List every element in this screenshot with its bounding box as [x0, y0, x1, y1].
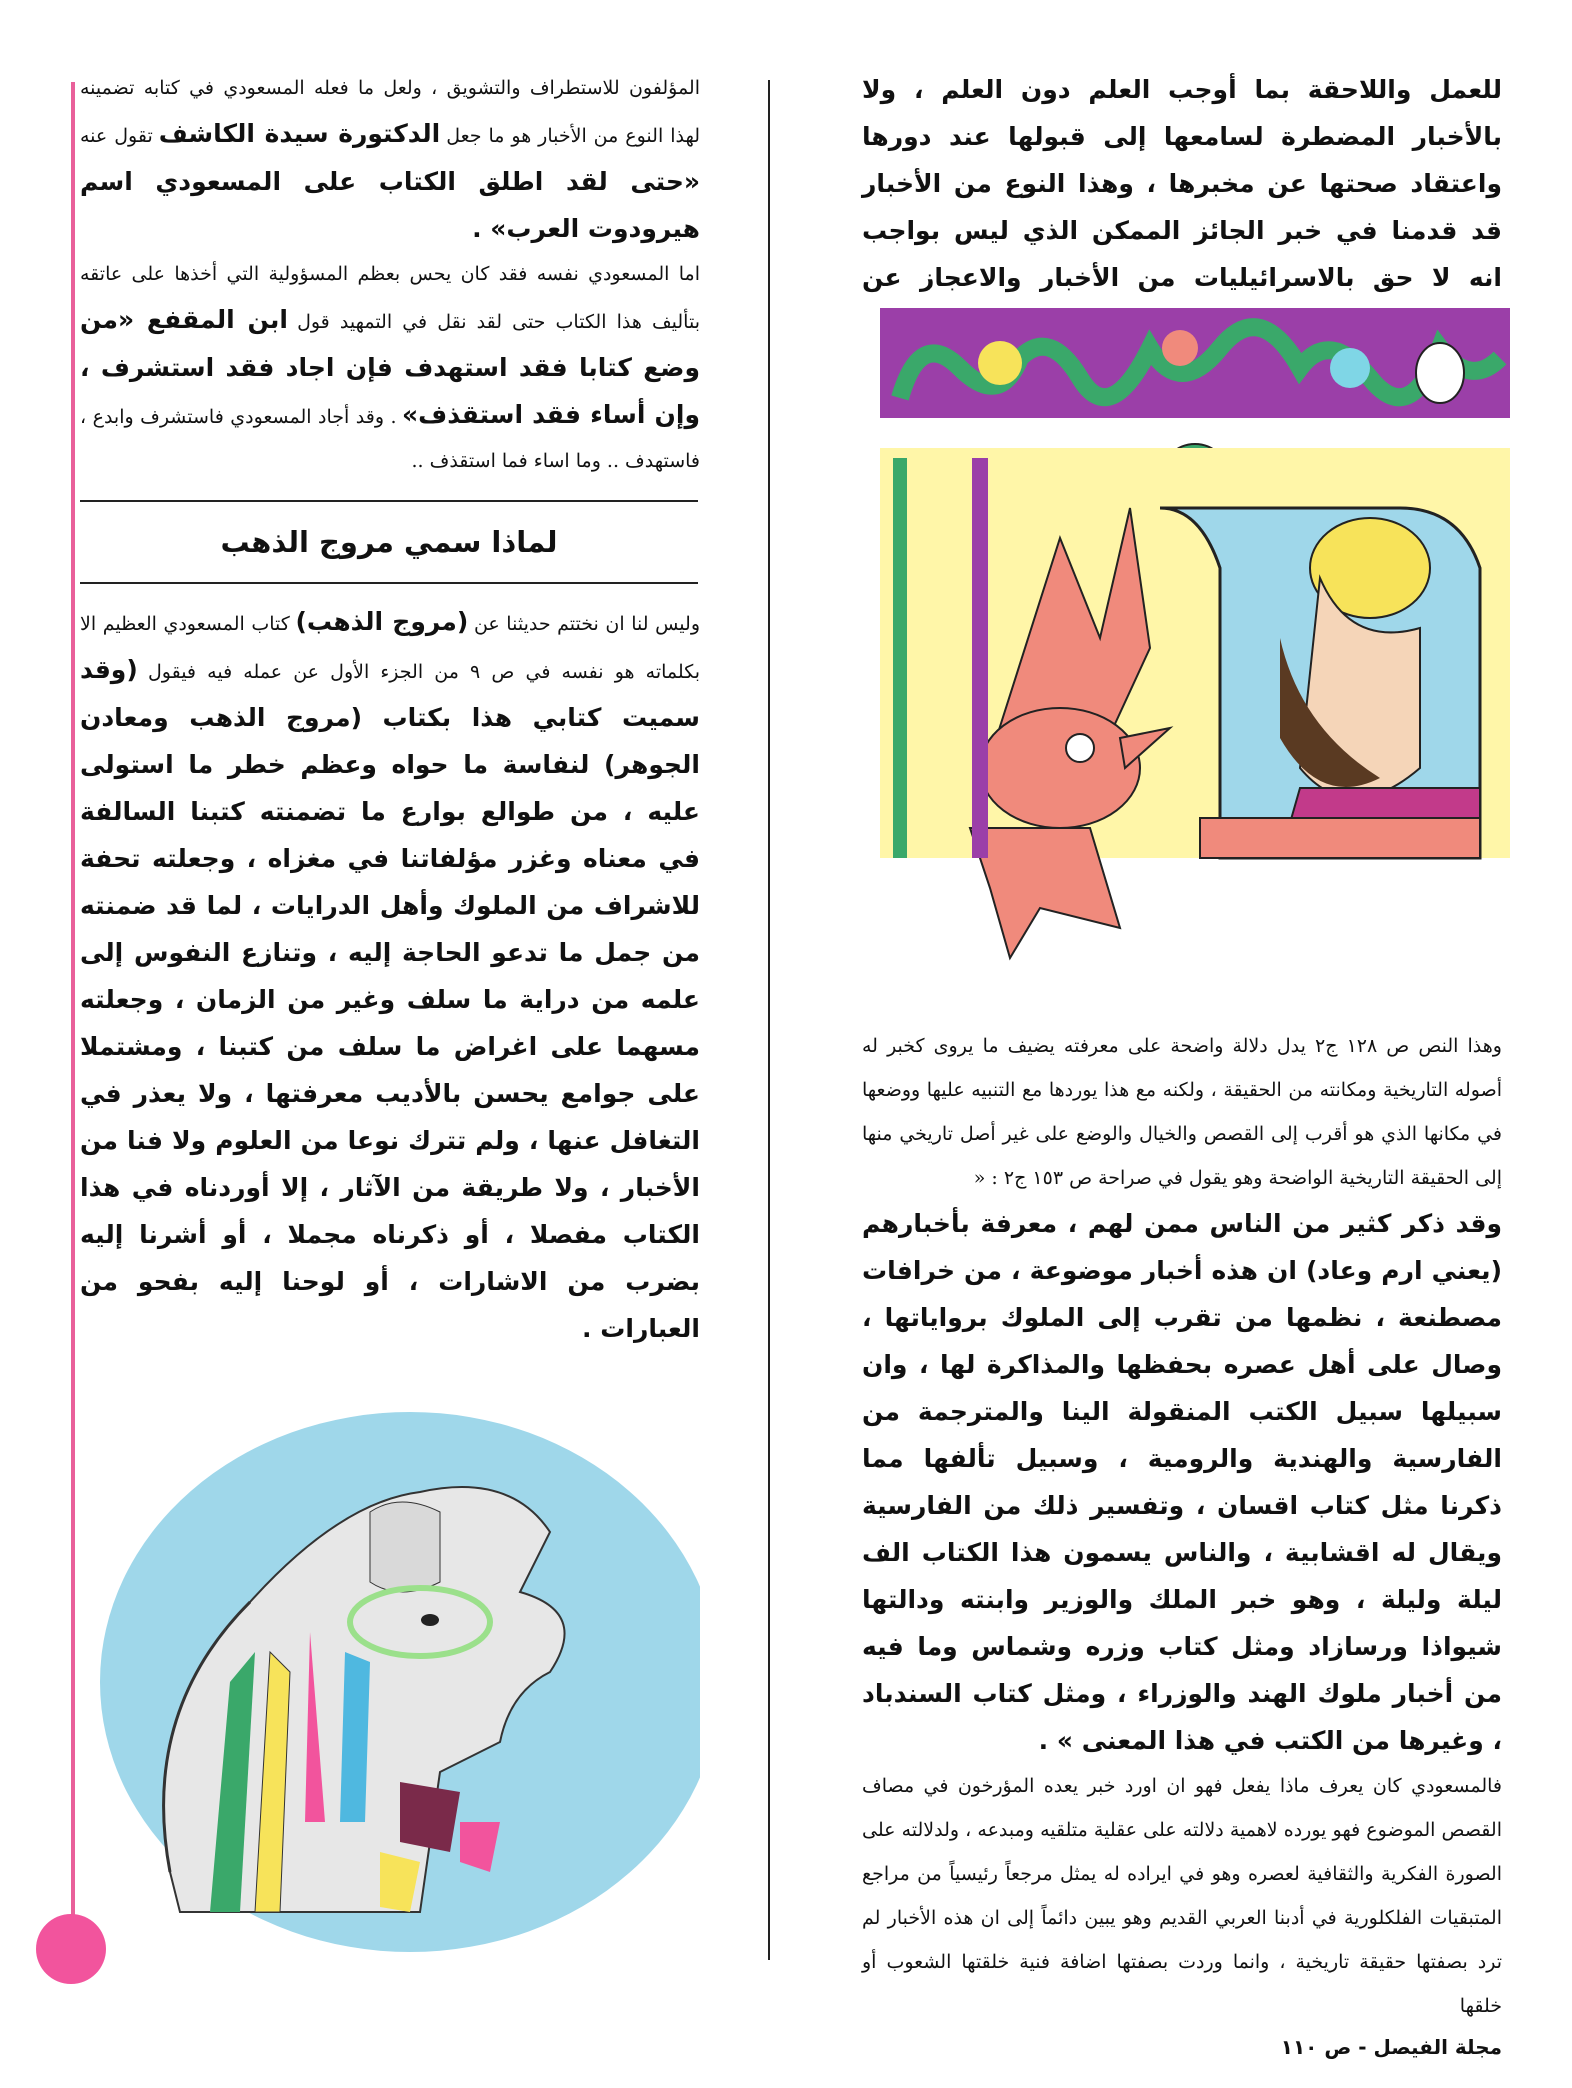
left-para-1a: المؤلفون للاستطراف والتشويق ، ولعل ما فعله المسعودي في كتابه تضمينه لهذا النوع من الأخبار هو ما جعل [80, 77, 700, 147]
illustration-man-and-bird [880, 308, 1510, 968]
column-divider [768, 80, 770, 1960]
left-para-3a: وليس لنا ان نختتم حديثنا عن [473, 613, 700, 635]
left-para-2b: ابن المقفع «من وضع كتابا فقد استهدف فإن اجاد فقد استشرف ، وإن أساء فقد استقذف» [80, 305, 700, 429]
left-para-3b: (مروج الذهب) [295, 607, 469, 636]
left-para-2a: اما المسعودي نفسه فقد كان يحس بعظم المسؤولية التي أخذها على عاتقه بتأليف هذا الكتاب حتى لقد نقل في التمهيد قول [80, 263, 700, 333]
left-column-bottom [80, 598, 700, 1343]
right-para-1: للعمل واللاحقة بما أوجب العلم دون العلم ، ولا بالأخبار المضطرة لسامعها إلى قبولها عند دورها واعتقاد صحتها عن مخبرها ، وهذا النوع من الأخبار قد قدمنا في خبر الجائز الممكن الذي ليس بواجب انه لا حق بالاسرائيليات من الأخبار والاعجاز عن [862, 75, 1502, 292]
left-para-1b: الدكتورة سيدة الكاشف [158, 119, 441, 148]
margin-pink-line [71, 82, 75, 1962]
right-para-2: وهذا النص ص ١٢٨ ج٢ يدل دلالة واضحة على معرفته يضيف ما يروى كخبر له أصوله التاريخية ومكانته من الحقيقة ، ولكنه مع هذا يوردها مع التنبيه عليها ووضعها في مكانها الذي هو أقرب إلى القصص والخيال والوضع على غير أصل تاريخي منها إلى الحقيقة التاريخية الواضحة وهو يقول في صراحة ص ١٥٣ ج٢ : « [862, 1035, 1502, 1189]
right-para-3-quote: وقد ذكر كثير من الناس ممن لهم ، معرفة بأخبارهم (يعني ارم وعاد) ان هذه أخبار موضوعة ، من خرافات مصطنعة ، نظمها من تقرب إلى الملوك برواياتها ، وصال على أهل عصره بحفظها والمذاكرة لها ، وان سبيلها سبيل الكتب المنقولة الينا والمترجمة من الفارسية والهندية والرومية ، وسبيل تألفها مما ذكرنا مثل كتاب اقسان ، وتفسير ذلك من الفارسية ويقال له اقشابية ، والناس يسمون هذا الكتاب الف ليلة وليلة ، وهو خبر الملك والوزير وابنته ودالتها شيواذا ورسازاد ومثل كتاب وزره وشماس وما فيه من أخبار ملوك الهند والوزراء ، ومثل كتاب السندباد ، وغيرها من الكتب في هذا المعنى » . [862, 1209, 1502, 1755]
right-para-4: فالمسعودي كان يعرف ماذا يفعل فهو ان اورد خبر يعده المؤرخون في مصاف القصص الموضوع فهو يورده لاهمية دلالته على عقلية متلقيه ومبدعه ، ولدلالته على الصورة الفكرية والثقافية لعصره وهو في ايراده له يمثل مرجعاً رئيسياً من مراجع المتبقيات الفلكلورية في أدبنا العربي القديم وهو يبين دائماً إلى ان هذه الأخبار لم ترد بصفتها حقيقة تاريخية ، وانما وردت بصفتها اضافة فنية خلقتها الشعوب أو خلقها [862, 1775, 1502, 2017]
illustration-abstract-face [80, 1352, 700, 1952]
left-para-1d: «حتى لقد اطلق الكتاب على المسعودي اسم هيرودوت العرب» . [80, 167, 700, 243]
page-footer: مجلة الفيصل - ص ١١٠ [1280, 2035, 1502, 2059]
section-heading: لماذا سمي مروج الذهب [80, 500, 698, 584]
left-para-1c: تقول عنه [80, 125, 153, 147]
left-para-3c: كتاب المسعودي العظيم الا بكلماته هو نفسه في ص ٩ من الجزء الأول عن عمله فيه فيقول [80, 613, 700, 683]
left-para-2c: . وقد أجاد المسعودي فاستشرف وابدع ، فاستهدف .. وما اساء فما استقذف .. [80, 406, 700, 472]
left-para-3d-quote: (وقد سميت كتابي هذا بكتاب (مروج الذهب ومعادن الجوهر) لنفاسة ما حواه وعظم خطر ما استولى عليه ، من طوالع بوارع ما تضمنته كتبنا السالفة في معناه وغزر مؤلفاتنا في مغزاه ، وجعلته تحفة للاشراف من الملوك وأهل الدرايات ، لما قد ضمنته من جمل ما تدعو الحاجة إليه ، وتنازع النفوس إلى علمه من دراية ما سلف وغير من الزمان ، وجعلته مسهما على اغراض ما سلف من كتبنا ، ومشتملا على جوامع يحسن بالأديب معرفتها ، ولا يعذر في التغافل عنها ، ولم تترك نوعا من العلوم ولا فنا من الأخبار ، ولا طريقة من الآثار ، إلا أوردناه في هذا الكتاب مفصلا ، أو ذكرناه مجملا ، أو أشرنا إليه بضرب من الاشارات ، أو لوحنا إليه بفحو من العبارات . [80, 655, 700, 1343]
